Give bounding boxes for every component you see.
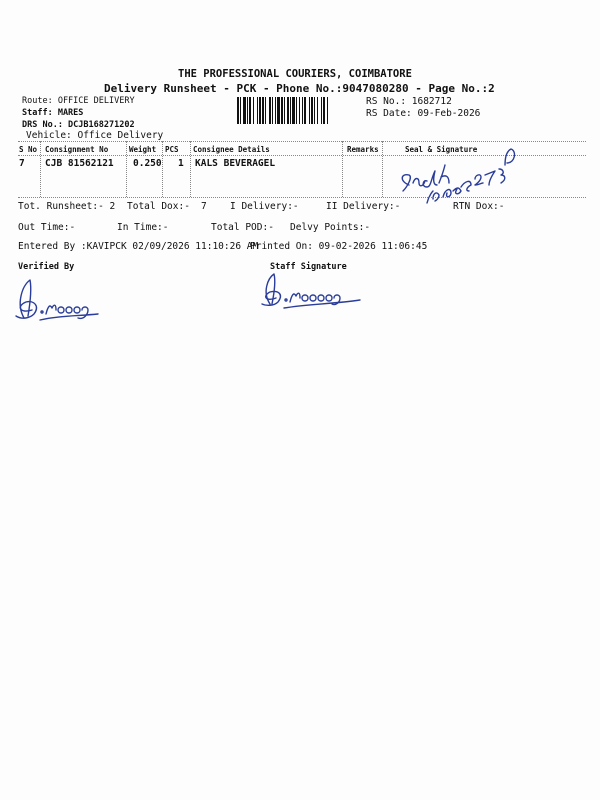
- entered-by: Entered By :KAVIPCK 02/09/2026 11:10:26 AM: [18, 241, 259, 252]
- col-header-consignee: Consignee Details: [193, 145, 270, 154]
- row-pcs: 1: [178, 158, 184, 169]
- vehicle-label: Vehicle: Office Delivery: [26, 130, 164, 141]
- in-time: In Time:-: [117, 222, 169, 233]
- delivery-points: Delvy Points:-: [290, 222, 371, 233]
- summary-top-line: [18, 197, 586, 198]
- ii-delivery: II Delivery:-: [326, 201, 401, 212]
- runsheet-title: Delivery Runsheet - PCK - Phone No.:9047080280 - Page No.:2: [104, 82, 495, 95]
- col-divider: [126, 141, 127, 197]
- col-divider: [190, 141, 191, 197]
- row-consignee: KALS BEVERAGEL: [195, 158, 276, 169]
- rs-number: RS No.: 1682712: [366, 96, 452, 107]
- drs-number: DRS No.: DCJB168271202: [22, 120, 135, 130]
- total-pod: Total POD:-: [211, 222, 274, 233]
- verified-by-label: Verified By: [18, 262, 75, 272]
- verifier-signature: [12, 276, 107, 326]
- staff-signature-label: Staff Signature: [270, 262, 347, 272]
- rtn-dox: RTN Dox:-: [453, 201, 505, 212]
- i-delivery: I Delivery:-: [230, 201, 299, 212]
- col-divider: [40, 141, 41, 197]
- printed-on: Printed On: 09-02-2026 11:06:45: [250, 241, 428, 252]
- col-header-consignment: Consignment No: [45, 145, 109, 154]
- total-dox-value: 7: [201, 201, 207, 212]
- col-divider: [342, 141, 343, 197]
- row-sno: 7: [19, 158, 25, 169]
- total-dox-label: Total Dox:-: [127, 201, 190, 212]
- col-header-pcs: PCS: [165, 145, 179, 154]
- row-weight: 0.250: [133, 158, 162, 169]
- col-header-weight: Weight: [129, 145, 157, 154]
- row-consignment: CJB 81562121: [45, 158, 114, 169]
- company-title: THE PROFESSIONAL COURIERS, COIMBATORE: [178, 68, 412, 80]
- staff-label: Staff: MARES: [22, 108, 84, 118]
- rs-date: RS Date: 09-Feb-2026: [366, 108, 481, 119]
- col-header-sno: S No: [19, 145, 38, 154]
- col-header-remarks: Remarks: [347, 145, 379, 154]
- route-label: Route: OFFICE DELIVERY: [22, 96, 135, 106]
- col-divider: [162, 141, 163, 197]
- total-runsheet: Tot. Runsheet:- 2: [18, 201, 116, 212]
- out-time: Out Time:-: [18, 222, 76, 233]
- barcode-image: [237, 97, 361, 124]
- staff-handwritten-signature: [258, 272, 368, 312]
- col-divider: [382, 141, 383, 197]
- col-header-seal: Seal & Signature: [405, 145, 478, 154]
